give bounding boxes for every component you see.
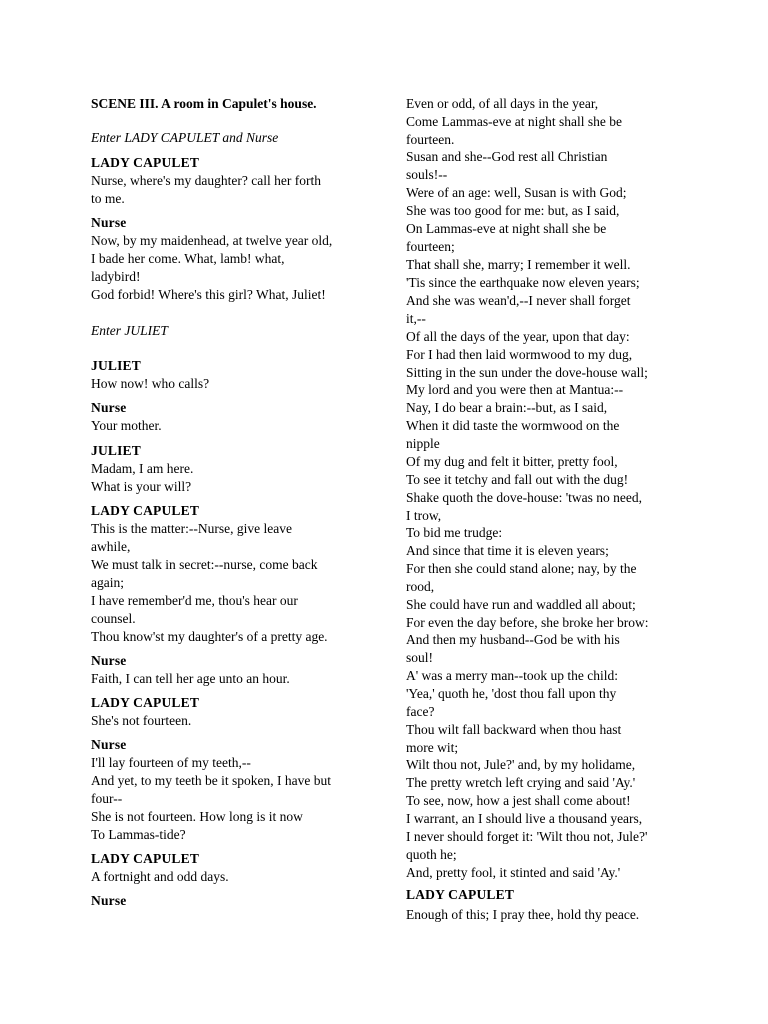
dialogue-line: Nurse, where's my daughter? call her forth	[91, 173, 321, 188]
dialogue-line: Come Lammas-eve at night shall she be	[406, 114, 622, 129]
speaker-name: Nurse	[91, 737, 127, 752]
dialogue-line: I warrant, an I should live a thousand years,	[406, 811, 643, 826]
dialogue-line: This is the matter:--Nurse, give leave	[91, 521, 292, 536]
dialogue-line: A fortnight and odd days.	[91, 869, 229, 884]
dialogue-line: souls!--	[406, 167, 448, 182]
dialogue-line: What is your will?	[91, 479, 192, 494]
speaker-name: LADY CAPULET	[406, 887, 515, 902]
dialogue-line: And yet, to my teeth be it spoken, I have but	[91, 773, 331, 788]
dialogue-line: fourteen.	[406, 132, 455, 147]
dialogue-line: For then she could stand alone; nay, by the	[406, 561, 637, 576]
dialogue-line: For even the day before, she broke her brow:	[406, 615, 649, 630]
dialogue-line: 'Yea,' quoth he, 'dost thou fall upon thy	[406, 686, 617, 701]
dialogue-line: Even or odd, of all days in the year,	[406, 96, 599, 111]
dialogue-line: soul!	[406, 650, 433, 665]
stage-direction: Enter JULIET	[91, 323, 168, 338]
dialogue-line: That shall she, marry; I remember it well.	[406, 257, 631, 272]
dialogue-line: She is not fourteen. How long is it now	[91, 809, 303, 824]
speaker-name: LADY CAPULET	[91, 155, 200, 170]
dialogue-line: four--	[91, 791, 123, 806]
dialogue-line: A' was a merry man--took up the child:	[406, 668, 618, 683]
dialogue-line: rood,	[406, 579, 435, 594]
dialogue-line: ladybird!	[91, 269, 141, 284]
dialogue-line: How now! who calls?	[91, 376, 210, 391]
dialogue-line: Wilt thou not, Jule?' and, by my holidame,	[406, 757, 636, 772]
speaker-name: JULIET	[91, 443, 141, 458]
dialogue-line: She could have run and waddled all about;	[406, 597, 636, 612]
dialogue-line: My lord and you were then at Mantua:--	[406, 382, 624, 397]
dialogue-line: I have remember'd me, thou's hear our	[91, 593, 298, 608]
dialogue-line: Faith, I can tell her age unto an hour.	[91, 671, 290, 686]
speaker-name: Nurse	[91, 215, 127, 230]
dialogue-line: I trow,	[406, 508, 442, 523]
dialogue-line: I'll lay fourteen of my teeth,--	[91, 755, 251, 770]
speaker-name: Nurse	[91, 653, 127, 668]
dialogue-line: To bid me trudge:	[406, 525, 503, 540]
dialogue-line: Shake quoth the dove-house: 'twas no need,	[406, 490, 643, 505]
dialogue-line: I never should forget it: 'Wilt thou not, Jule?'	[406, 829, 648, 844]
dialogue-line: more wit;	[406, 740, 459, 755]
dialogue-line: To see it tetchy and fall out with the dug!	[406, 472, 629, 487]
speaker-name: Nurse	[91, 400, 127, 415]
dialogue-line: Of all the days of the year, upon that day:	[406, 329, 630, 344]
dialogue-line: For I had then laid wormwood to my dug,	[406, 347, 633, 362]
dialogue-line: And then my husband--God be with his	[406, 632, 620, 647]
dialogue-line: And, pretty fool, it stinted and said 'Ay.'	[406, 865, 621, 880]
stage-direction: Enter LADY CAPULET and Nurse	[91, 130, 279, 145]
dialogue-line: To see, now, how a jest shall come about!	[406, 793, 631, 808]
dialogue-line: Your mother.	[91, 418, 162, 433]
dialogue-line: to me.	[91, 191, 125, 206]
dialogue-line: counsel.	[91, 611, 136, 626]
dialogue-line: Susan and she--God rest all Christian	[406, 149, 608, 164]
dialogue-line: Nay, I do bear a brain:--but, as I said,	[406, 400, 608, 415]
dialogue-line: Were of an age: well, Susan is with God;	[406, 185, 627, 200]
dialogue-line: awhile,	[91, 539, 131, 554]
dialogue-line: The pretty wretch left crying and said 'Ay.'	[406, 775, 636, 790]
dialogue-line: Of my dug and felt it bitter, pretty fool,	[406, 454, 618, 469]
dialogue-line: She was too good for me: but, as I said,	[406, 203, 620, 218]
dialogue-line: it,--	[406, 311, 426, 326]
dialogue-line: Enough of this; I pray thee, hold thy peace.	[406, 907, 640, 922]
dialogue-line: And since that time it is eleven years;	[406, 543, 609, 558]
speaker-name: LADY CAPULET	[91, 695, 200, 710]
dialogue-line: She's not fourteen.	[91, 713, 192, 728]
dialogue-line: God forbid! Where's this girl? What, Juliet!	[91, 287, 326, 302]
dialogue-line: Thou wilt fall backward when thou hast	[406, 722, 622, 737]
dialogue-line: To Lammas-tide?	[91, 827, 186, 842]
dialogue-line: 'Tis since the earthquake now eleven years;	[406, 275, 640, 290]
dialogue-line: Sitting in the sun under the dove-house wall;	[406, 365, 648, 380]
dialogue-line: We must talk in secret:--nurse, come back	[91, 557, 318, 572]
scene-heading: SCENE III. A room in Capulet's house.	[91, 96, 317, 111]
speaker-name: JULIET	[91, 358, 141, 373]
dialogue-line: On Lammas-eve at night shall she be	[406, 221, 607, 236]
dialogue-line: quoth he;	[406, 847, 457, 862]
dialogue-line: And she was wean'd,--I never shall forget	[406, 293, 631, 308]
dialogue-line: again;	[91, 575, 124, 590]
dialogue-line: Thou know'st my daughter's of a pretty age.	[91, 629, 328, 644]
speaker-name: LADY CAPULET	[91, 851, 200, 866]
dialogue-line: fourteen;	[406, 239, 455, 254]
dialogue-line: When it did taste the wormwood on the	[406, 418, 620, 433]
speaker-name: Nurse	[91, 893, 127, 908]
dialogue-line: I bade her come. What, lamb! what,	[91, 251, 285, 266]
dialogue-line: Now, by my maidenhead, at twelve year old,	[91, 233, 333, 248]
dialogue-line: face?	[406, 704, 435, 719]
speaker-name: LADY CAPULET	[91, 503, 200, 518]
dialogue-line: Madam, I am here.	[91, 461, 194, 476]
dialogue-line: nipple	[406, 436, 440, 451]
